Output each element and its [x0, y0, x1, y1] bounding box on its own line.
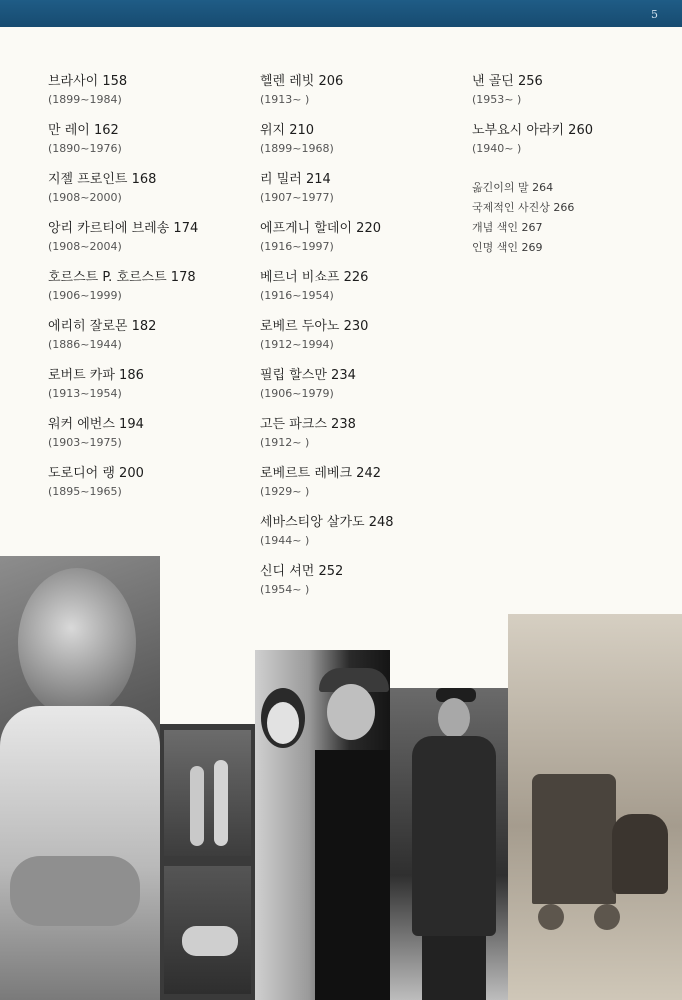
toc-extra-concept-index[interactable]: 개념 색인 267: [472, 221, 543, 234]
toc-entry[interactable]: [48, 121, 198, 170]
toc-entry[interactable]: [260, 72, 394, 121]
toc-entry[interactable]: [260, 317, 394, 366]
toc-entry[interactable]: [472, 72, 593, 121]
entry-years: (1890~1976): [48, 142, 122, 155]
toc-entry[interactable]: [260, 464, 394, 513]
entry-years: (1940~ ): [472, 142, 522, 155]
entry-name: 필립 할스만 234: [260, 368, 356, 383]
entry-years: (1906~1999): [48, 289, 122, 302]
entry-name: 노부요시 아라키 260: [472, 123, 593, 138]
entry-years: (1912~1994): [260, 338, 334, 351]
entry-name: 만 레이 162: [48, 123, 119, 138]
toc-entry[interactable]: [48, 317, 198, 366]
entry-years: (1899~1968): [260, 142, 334, 155]
toc-extras: [472, 178, 593, 258]
entry-name: 워커 에번스 194: [48, 417, 144, 432]
toc-column-3: [472, 72, 593, 258]
entry-years: (1906~1979): [260, 387, 334, 400]
entry-years: (1907~1977): [260, 191, 334, 204]
header-bar: [0, 0, 682, 27]
entry-name: 고든 파크스 238: [260, 417, 356, 432]
entry-name: 앙리 카르티에 브레송 174: [48, 221, 199, 236]
entry-name: 위지 210: [260, 123, 315, 138]
entry-years: (1903~1975): [48, 436, 122, 449]
entry-years: (1913~ ): [260, 93, 310, 106]
toc-entry[interactable]: [260, 415, 394, 464]
entry-name: 낸 골딘 256: [472, 74, 543, 89]
toc-extra-name-index[interactable]: 인명 색인 269: [472, 241, 543, 254]
entry-years: (1913~1954): [48, 387, 122, 400]
photo-motion-study-wrestlers: [160, 724, 255, 1000]
entry-name: 도로디어 랭 200: [48, 466, 144, 481]
toc-entry[interactable]: [48, 366, 198, 415]
photo-horse-carriage-in-snow: [508, 614, 682, 1000]
toc-entry[interactable]: [48, 72, 198, 121]
toc-entry[interactable]: [48, 170, 198, 219]
toc-entry[interactable]: [260, 366, 394, 415]
entry-years: (1895~1965): [48, 485, 122, 498]
entry-years: (1954~ ): [260, 583, 310, 596]
toc-entry[interactable]: [260, 121, 394, 170]
motion-frame: [164, 730, 251, 856]
photo-soldier-in-uniform: [390, 688, 508, 1000]
page-number: 5: [651, 8, 658, 21]
entry-name: 세바스티앙 살가도 248: [260, 515, 394, 530]
entry-years: (1886~1944): [48, 338, 122, 351]
entry-years: (1908~2004): [48, 240, 122, 253]
entry-years: (1908~2000): [48, 191, 122, 204]
toc-entry[interactable]: [472, 121, 593, 170]
entry-years: (1944~ ): [260, 534, 310, 547]
toc-column-2: [260, 72, 394, 611]
entry-name: 리 밀러 214: [260, 172, 331, 187]
toc-entry[interactable]: [260, 513, 394, 562]
entry-years: (1912~ ): [260, 436, 310, 449]
toc-entry[interactable]: [260, 268, 394, 317]
entry-name: 지젤 프로인트 168: [48, 172, 157, 187]
toc-entry[interactable]: [48, 268, 198, 317]
entry-years: (1916~1954): [260, 289, 334, 302]
entry-name: 로베르트 레베크 242: [260, 466, 381, 481]
entry-name: 헬렌 레빗 206: [260, 74, 344, 89]
toc-extra-translator-note[interactable]: 옮긴이의 말 264: [472, 181, 554, 194]
toc-entry[interactable]: [48, 415, 198, 464]
toc-entry[interactable]: [260, 170, 394, 219]
entry-years: (1953~ ): [472, 93, 522, 106]
toc-entry[interactable]: [48, 219, 198, 268]
entry-name: 로베르 두아노 230: [260, 319, 369, 334]
entry-name: 로버트 카파 186: [48, 368, 144, 383]
entry-name: 브라사이 158: [48, 74, 128, 89]
entry-years: (1916~1997): [260, 240, 334, 253]
toc-entry[interactable]: [260, 562, 394, 611]
entry-years: (1899~1984): [48, 93, 122, 106]
entry-name: 신디 셔먼 252: [260, 564, 344, 579]
photo-woman-and-man-with-phone: [255, 650, 390, 1000]
entry-name: 에프게니 할데이 220: [260, 221, 381, 236]
entry-name: 베르너 비쇼프 226: [260, 270, 369, 285]
toc-column-1: [48, 72, 198, 513]
toc-entry[interactable]: [260, 219, 394, 268]
entry-name: 에리히 잘로몬 182: [48, 319, 157, 334]
entry-name: 호르스트 P. 호르스트 178: [48, 270, 196, 285]
photo-portrait-elderly-man: [0, 556, 160, 1000]
toc-entry[interactable]: [48, 464, 198, 513]
motion-frame: [164, 866, 251, 994]
entry-years: (1929~ ): [260, 485, 310, 498]
toc-extra-awards[interactable]: 국제적인 사진상 266: [472, 201, 575, 214]
